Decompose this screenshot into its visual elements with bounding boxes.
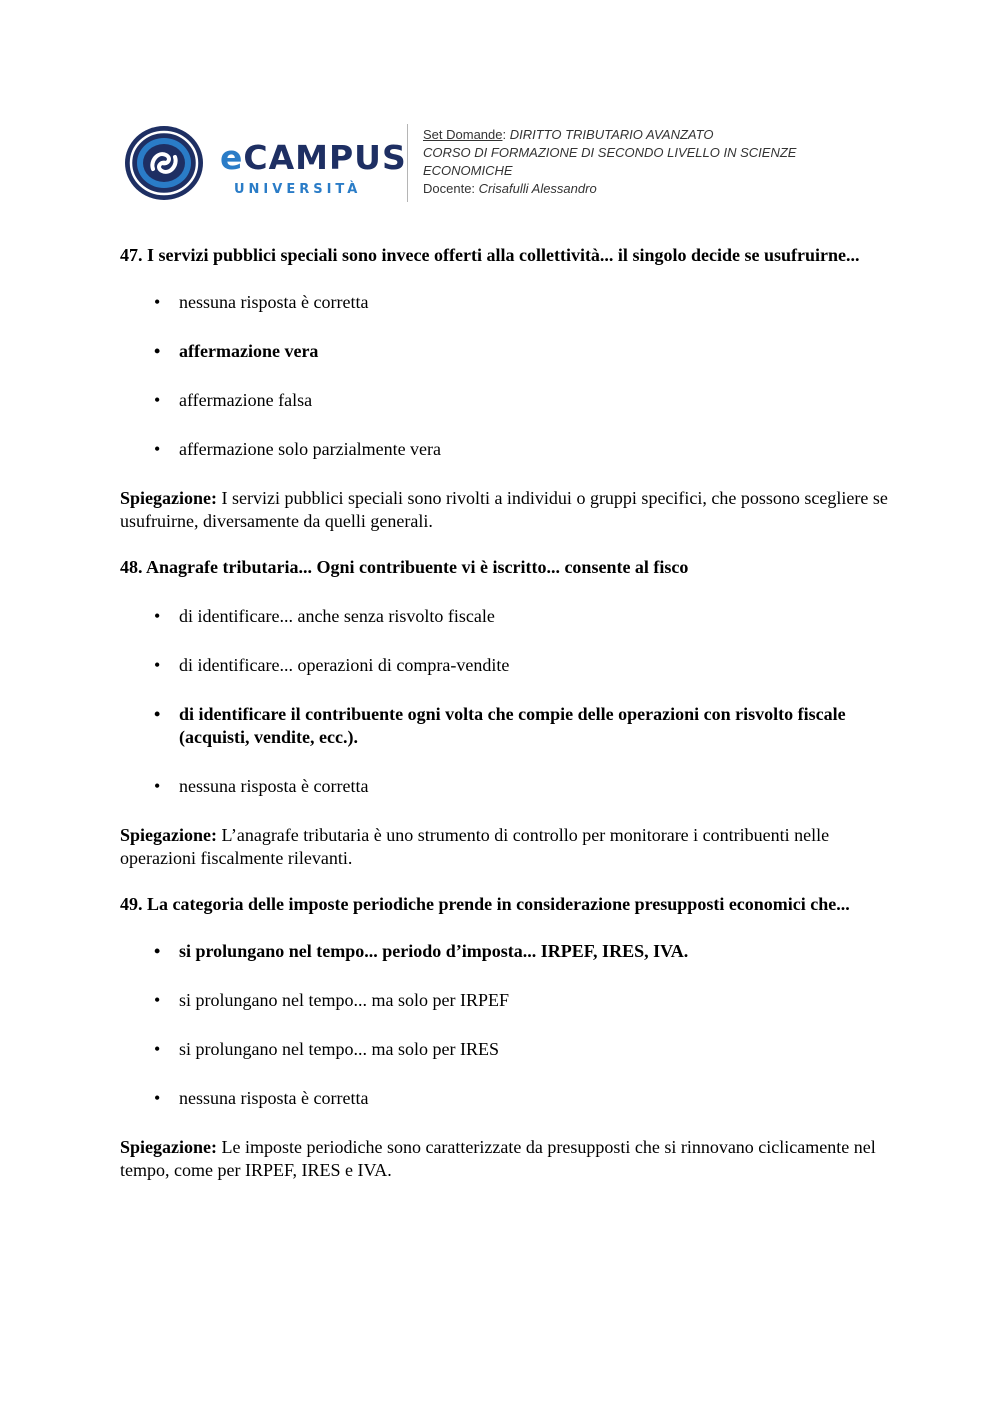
question-text: 47. I servizi pubblici speciali sono invece offerti alla collettività... il singolo decide se usufruirne... [120, 245, 860, 265]
explanation-label: Spiegazione: [120, 825, 217, 845]
option-item-correct [120, 703, 890, 749]
question-block [120, 893, 890, 1182]
option-item [120, 989, 890, 1012]
teacher-label: Docente: [423, 181, 476, 196]
bullet-icon: • [154, 341, 161, 361]
explanation-text: I servizi pubblici speciali sono rivolti a individui o gruppi specifici, che possono scegliere se usufruirne, diversamente da quelli generali. [120, 488, 888, 531]
bullet-icon: • [154, 390, 161, 410]
teacher-name: Crisafulli Alessandro [478, 181, 597, 196]
header-divider [407, 124, 408, 202]
bullet-icon: • [154, 941, 161, 961]
bullet-icon: • [154, 606, 161, 626]
option-text: si prolungano nel tempo... periodo d’imposta... IRPEF, IRES, IVA. [179, 941, 689, 961]
option-text: si prolungano nel tempo... ma solo per IRES [179, 1039, 499, 1059]
explanation [120, 487, 890, 533]
options-list [120, 940, 890, 1110]
ecampus-logo [124, 125, 407, 201]
explanation [120, 824, 890, 870]
option-item [120, 389, 890, 412]
option-text: affermazione solo parzialmente vera [179, 439, 442, 459]
option-text: nessuna risposta è corretta [179, 1088, 369, 1108]
logo-wordmark: eCAMPUS [220, 138, 407, 177]
option-text: di identificare... anche senza risvolto fiscale [179, 606, 495, 626]
option-text: affermazione vera [179, 341, 319, 361]
explanation-label: Spiegazione: [120, 488, 217, 508]
teacher-line [423, 180, 796, 198]
option-text: si prolungano nel tempo... ma solo per IRPEF [179, 990, 509, 1010]
questions-content [120, 244, 890, 1182]
bullet-icon: • [154, 439, 161, 459]
set-label: Set Domande [423, 127, 503, 142]
option-item-correct [120, 940, 890, 963]
option-text: affermazione falsa [179, 390, 313, 410]
explanation [120, 1136, 890, 1182]
question-block [120, 244, 890, 533]
course-info [423, 126, 796, 198]
option-item [120, 291, 890, 314]
bullet-icon: • [154, 1088, 161, 1108]
question-block [120, 556, 890, 870]
option-text: di identificare... operazioni di compra-vendite [179, 655, 510, 675]
bullet-icon: • [154, 704, 161, 724]
bullet-icon: • [154, 1039, 161, 1059]
bullet-icon: • [154, 990, 161, 1010]
question-text: 48. Anagrafe tributaria... Ogni contribuente vi è iscritto... consente al fisco [120, 557, 689, 577]
option-text: nessuna risposta è corretta [179, 292, 369, 312]
explanation-label: Spiegazione: [120, 1137, 217, 1157]
ecampus-emblem-icon [124, 125, 204, 201]
course-line-2: ECONOMICHE [423, 163, 513, 178]
set-title: DIRITTO TRIBUTARIO AVANZATO [509, 127, 714, 142]
option-item [120, 605, 890, 628]
options-list [120, 605, 890, 798]
option-item [120, 1038, 890, 1061]
options-list [120, 291, 890, 461]
bullet-icon: • [154, 655, 161, 675]
option-item-correct [120, 340, 890, 363]
option-item [120, 775, 890, 798]
option-text: di identificare il contribuente ogni volta che compie delle operazioni con risvolto fiscale (acquisti, vendite, ecc.). [179, 704, 846, 747]
option-item [120, 438, 890, 461]
logo-subtitle: UNIVERSITÀ [234, 182, 362, 197]
explanation-text: L’anagrafe tributaria è uno strumento di controllo per monitorare i contribuenti nelle operazioni fiscalmente rilevanti. [120, 825, 830, 868]
explanation-text: Le imposte periodiche sono caratterizzate da presupposti che si rinnovano ciclicamente nel tempo, come per IRPEF, IRES e IVA. [120, 1137, 876, 1180]
bullet-icon: • [154, 292, 161, 312]
option-item [120, 1087, 890, 1110]
option-text: nessuna risposta è corretta [179, 776, 369, 796]
set-line: Set Domande: DIRITTO TRIBUTARIO AVANZATO [423, 127, 714, 142]
question-text: 49. La categoria delle imposte periodiche prende in considerazione presupposti economici che... [120, 894, 850, 914]
option-item [120, 654, 890, 677]
bullet-icon: • [154, 776, 161, 796]
document-header [124, 122, 884, 206]
course-line-1: CORSO DI FORMAZIONE DI SECONDO LIVELLO IN SCIENZE [423, 145, 797, 160]
